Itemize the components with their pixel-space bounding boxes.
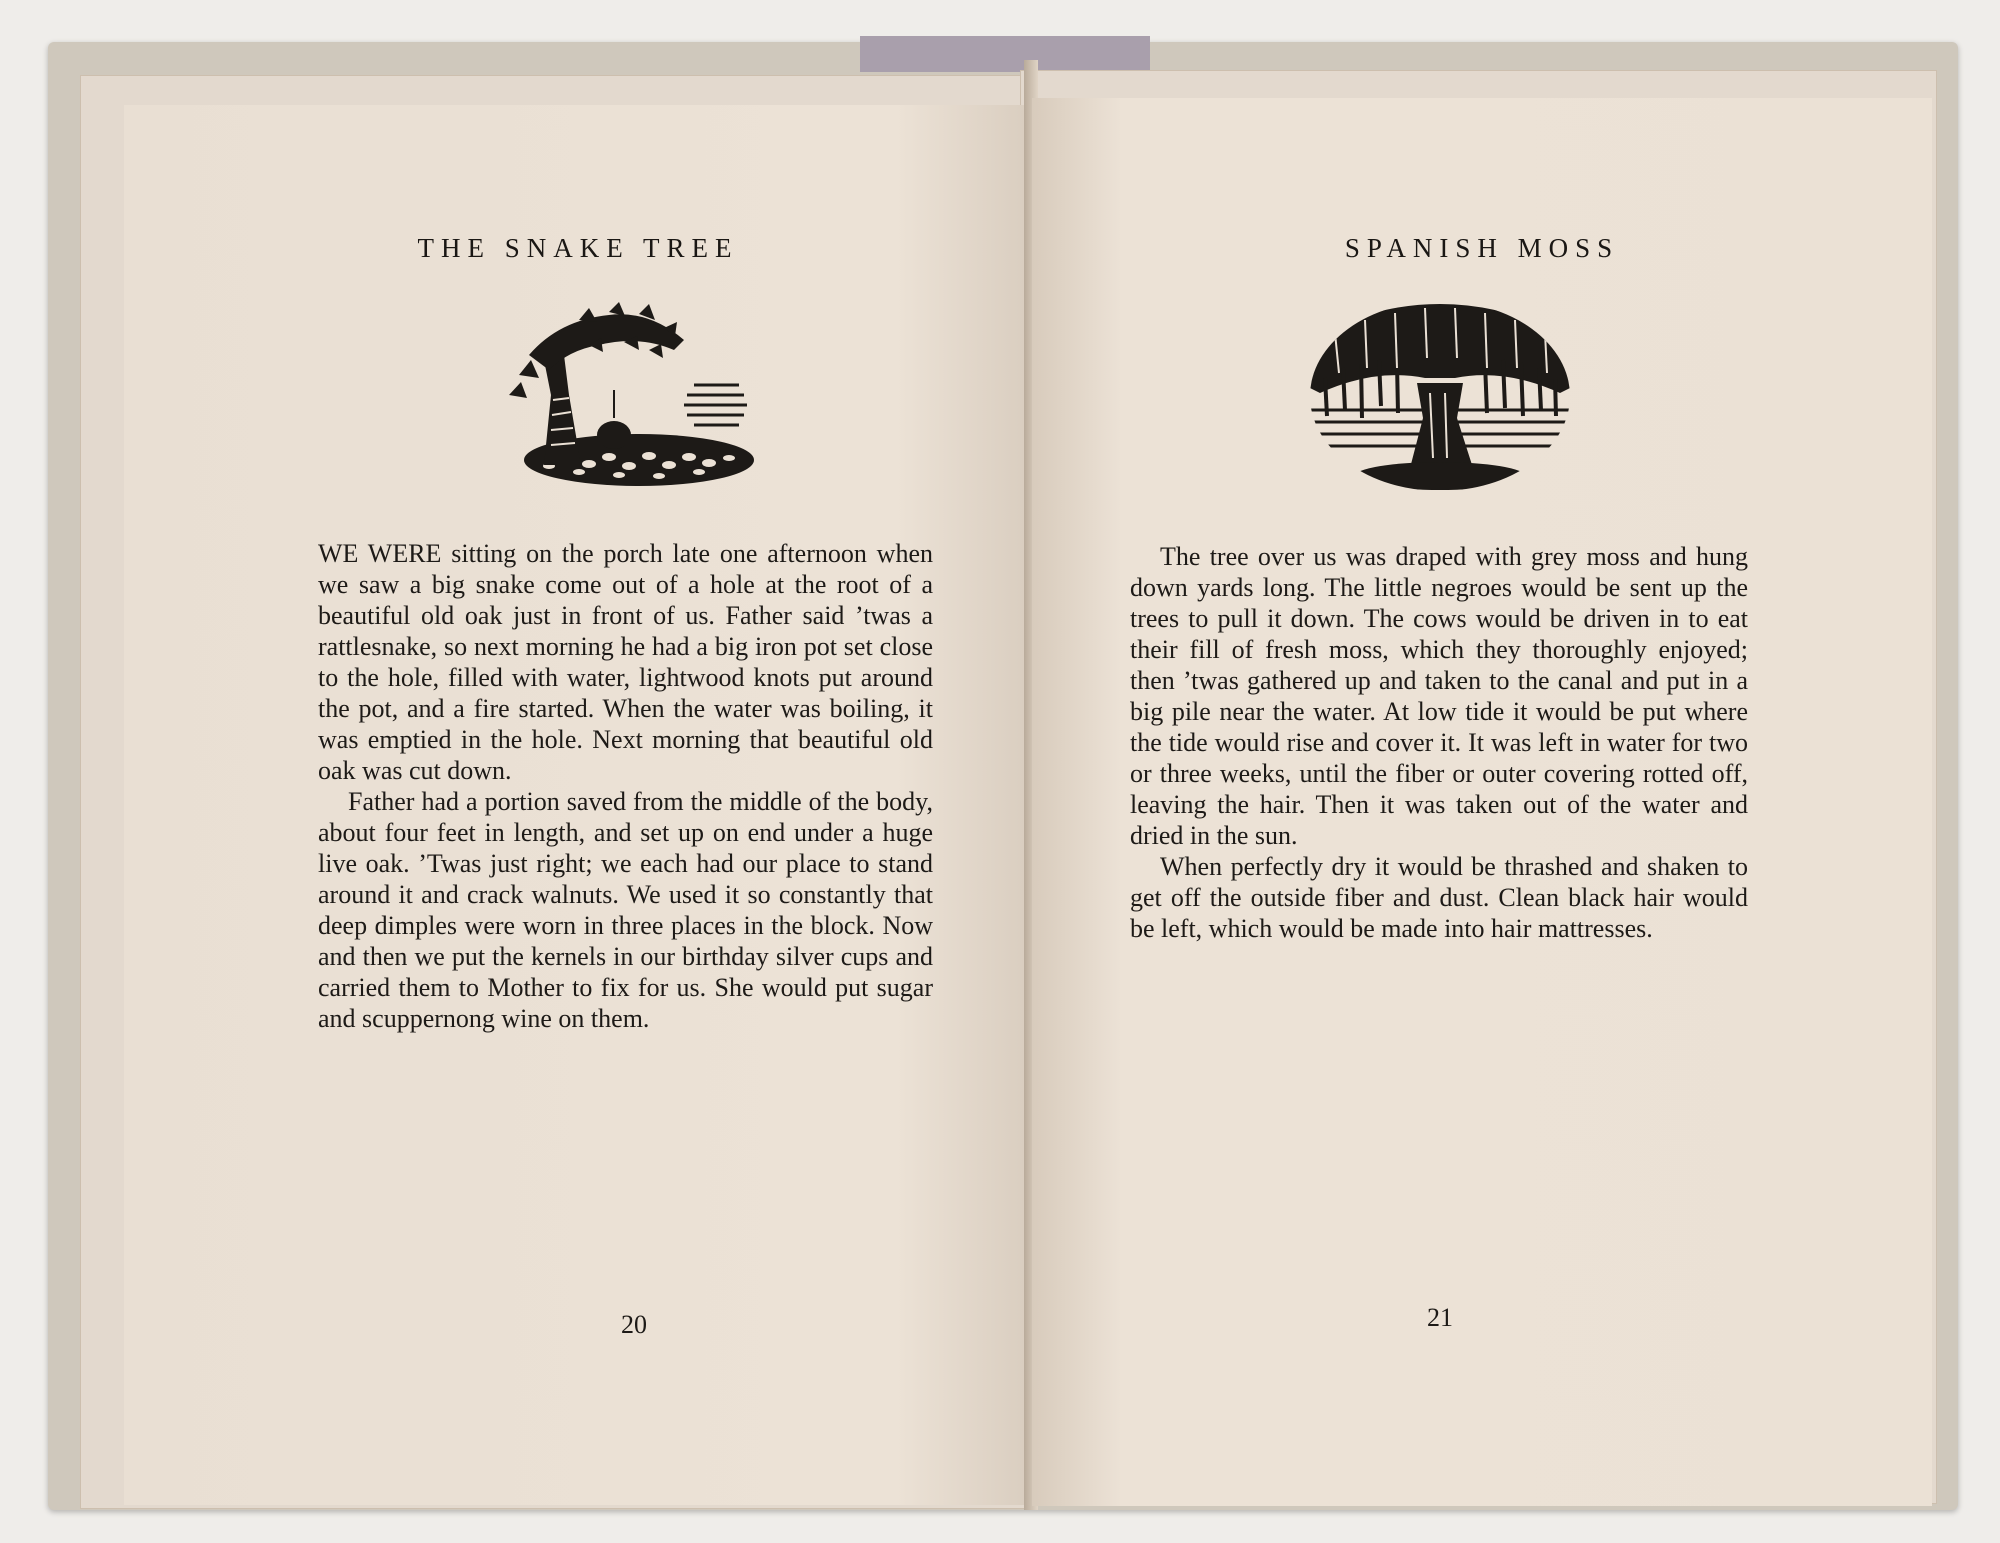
left-page-number: 20 [621, 1310, 647, 1339]
left-paragraph-1: WE WERE sitting on the porch late one afternoon when we saw a big snake come out of a hole at the root of a beautiful old oak just in front of us. Father said ’twas a rattlesnake, so next morning he had a big iron pot set close to the hole, filled with water, lightwood knots put around the pot, and a fire started. When the water was boiling, it was emptied in the hole. Next morning that beautiful old oak was cut down. [318, 539, 933, 785]
left-page-body [318, 538, 933, 1034]
right-page-number: 21 [1427, 1303, 1453, 1332]
right-paragraph-1: The tree over us was draped with grey moss and hung down yards long. The little negroes would be sent up the trees to pull it down. The cows would be driven in to eat their fill of fresh moss, which they thoroughly enjoyed; then ’twas gathered up and taken to the canal and put in a big pile near the water. At low tide it would be put where the tide would rise and cover it. It was left in water for two or three weeks, until the fiber or outer covering rotted off, leaving the hair. Then it was taken out of the water and dried in the sun. [1130, 542, 1748, 850]
left-paragraph-2: Father had a portion saved from the middle of the body, about four feet in length, and set up on end under a huge live oak. ’Twas just right; we each had our place to stand around it and crack walnuts. We used it so constantly that deep dimples were worn in three places in the block. Now and then we put the kernels in our birthday silver cups and carried them to Mother to fix for us. She would put sugar and scuppernong wine on them. [318, 787, 933, 1033]
spine-cloth [860, 36, 1150, 72]
left-page-heading: THE SNAKE TREE [417, 233, 739, 263]
right-paragraph-2: When perfectly dry it would be thrashed and shaken to get off the outside fiber and dust. Clean black hair would be left, which would be made into hair mattresses. [1130, 852, 1748, 943]
right-page-body [1130, 541, 1748, 944]
right-page [1032, 98, 1932, 1506]
oak-tree-with-iron-pot-woodcut [489, 300, 759, 490]
moss-draped-oak-woodcut [1305, 298, 1575, 493]
left-page [124, 105, 1032, 1505]
right-page-heading: SPANISH MOSS [1344, 233, 1620, 263]
